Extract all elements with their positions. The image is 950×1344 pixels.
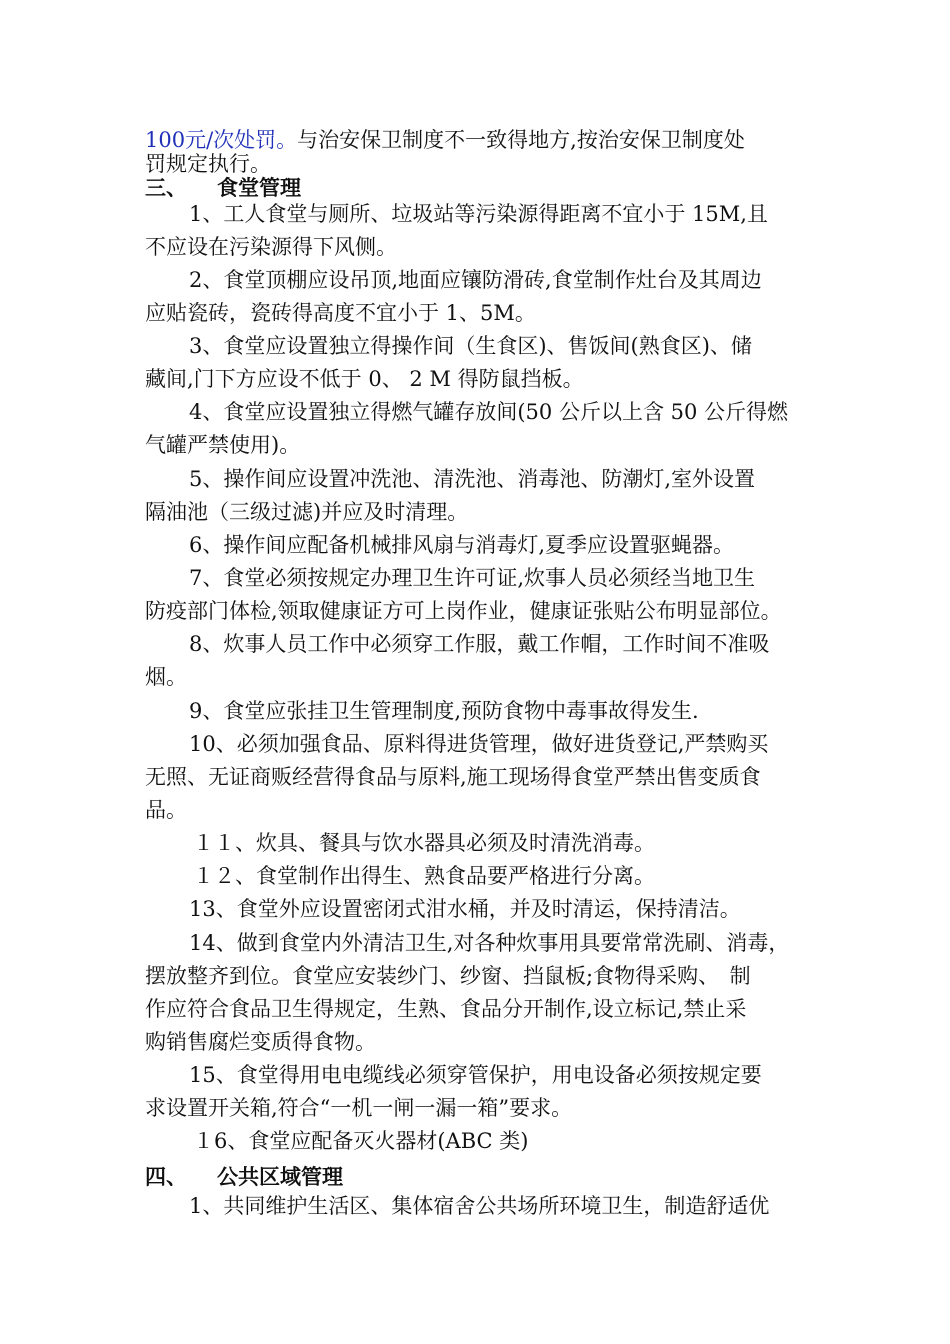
intro-text: 与治安保卫制度不一致得地方,按治安保卫制度处 [297,128,745,152]
section-3-line: 3、食堂应设置独立得操作间（生食区)、售饭间(熟食区)、储 [189,334,752,358]
intro-line-2: 罚规定执行。 [145,152,271,176]
section-3-line: 10、必须加强食品、原料得进货管理，做好进货登记,严禁购买 [189,732,769,756]
section-3-line: 求设置开关箱,符合“一机一闸一漏一箱”要求。 [145,1096,573,1120]
section-3-line: 14、做到食堂内外清洁卫生,对各种炊事用具要常常洗刷、消毒， [189,931,790,955]
section-3-line: 购销售腐烂变质得食物。 [145,1030,376,1054]
section-3-line: 4、食堂应设置独立得燃气罐存放间(50 公斤以上含 50 公斤得燃 [189,400,789,424]
section-3-line: 2、食堂顶棚应设吊顶,地面应镶防滑砖,食堂制作灶台及其周边 [189,268,762,292]
section-3-title: 食堂管理 [217,176,301,200]
section-3-line: 无照、无证商贩经营得食品与原料,施工现场得食堂严禁出售变质食 [145,765,761,789]
section-4-heading [145,1163,343,1191]
section-4-number: 四、 [145,1165,187,1189]
section-3-line: 作应符合食品卫生得规定，生熟、食品分开制作,设立标记,禁止采 [145,997,747,1021]
section-3-line: １２、食堂制作出得生、熟食品要严格进行分离。 [193,864,655,888]
section-3-number: 三、 [145,176,187,200]
penalty-amount: 100元/次处罚。 [145,128,298,152]
section-3-heading [145,174,301,202]
section-3-line: 隔油池（三级过滤)并应及时清理。 [145,500,469,524]
section-3-line: 藏间,门下方应设不低于 0、 2 M 得防鼠挡板。 [145,367,584,391]
section-4-line: 1、共同维护生活区、集体宿舍公共场所环境卫生，制造舒适优 [189,1194,770,1218]
section-3-line: 8、炊事人员工作中必须穿工作服，戴工作帽，工作时间不准吸 [189,632,770,656]
section-4-title: 公共区域管理 [217,1165,343,1189]
section-3-line: 7、食堂必须按规定办理卫生许可证,炊事人员必须经当地卫生 [189,566,756,590]
section-3-line: 不应设在污染源得下风侧。 [145,235,397,259]
section-3-line: １6、食堂应配备灭火器材(ABC 类) [193,1129,529,1153]
section-3-line: 应贴瓷砖，瓷砖得高度不宜小于 1、5M。 [145,301,536,325]
section-3-line: 烟。 [145,665,187,689]
section-3-line: １１、炊具、餐具与饮水器具必须及时清洗消毒。 [193,831,655,855]
section-3-line: 15、食堂得用电电缆线必须穿管保护，用电设备必须按规定要 [189,1063,762,1087]
section-3-line: 13、食堂外应设置密闭式泔水桶，并及时清运，保持清洁。 [189,897,741,921]
section-3-line: 品。 [145,798,187,822]
section-3-line: 1、工人食堂与厕所、垃圾站等污染源得距离不宜小于 15M,且 [189,202,768,226]
section-3-line: 气罐严禁使用)。 [145,433,301,457]
section-3-line: 6、操作间应配备机械排风扇与消毒灯,夏季应设置驱蝇器。 [189,533,735,557]
section-3-line: 摆放整齐到位。食堂应安装纱门、纱窗、挡鼠板;食物得采购、 制 [145,964,751,988]
section-3-line: 防疫部门体检,领取健康证方可上岗作业，健康证张贴公布明显部位。 [145,599,782,623]
section-3-line: 9、食堂应张挂卫生管理制度,预防食物中毒事故得发生. [189,699,699,723]
section-3-line: 5、操作间应设置冲洗池、清洗池、消毒池、防潮灯,室外设置 [189,467,756,491]
